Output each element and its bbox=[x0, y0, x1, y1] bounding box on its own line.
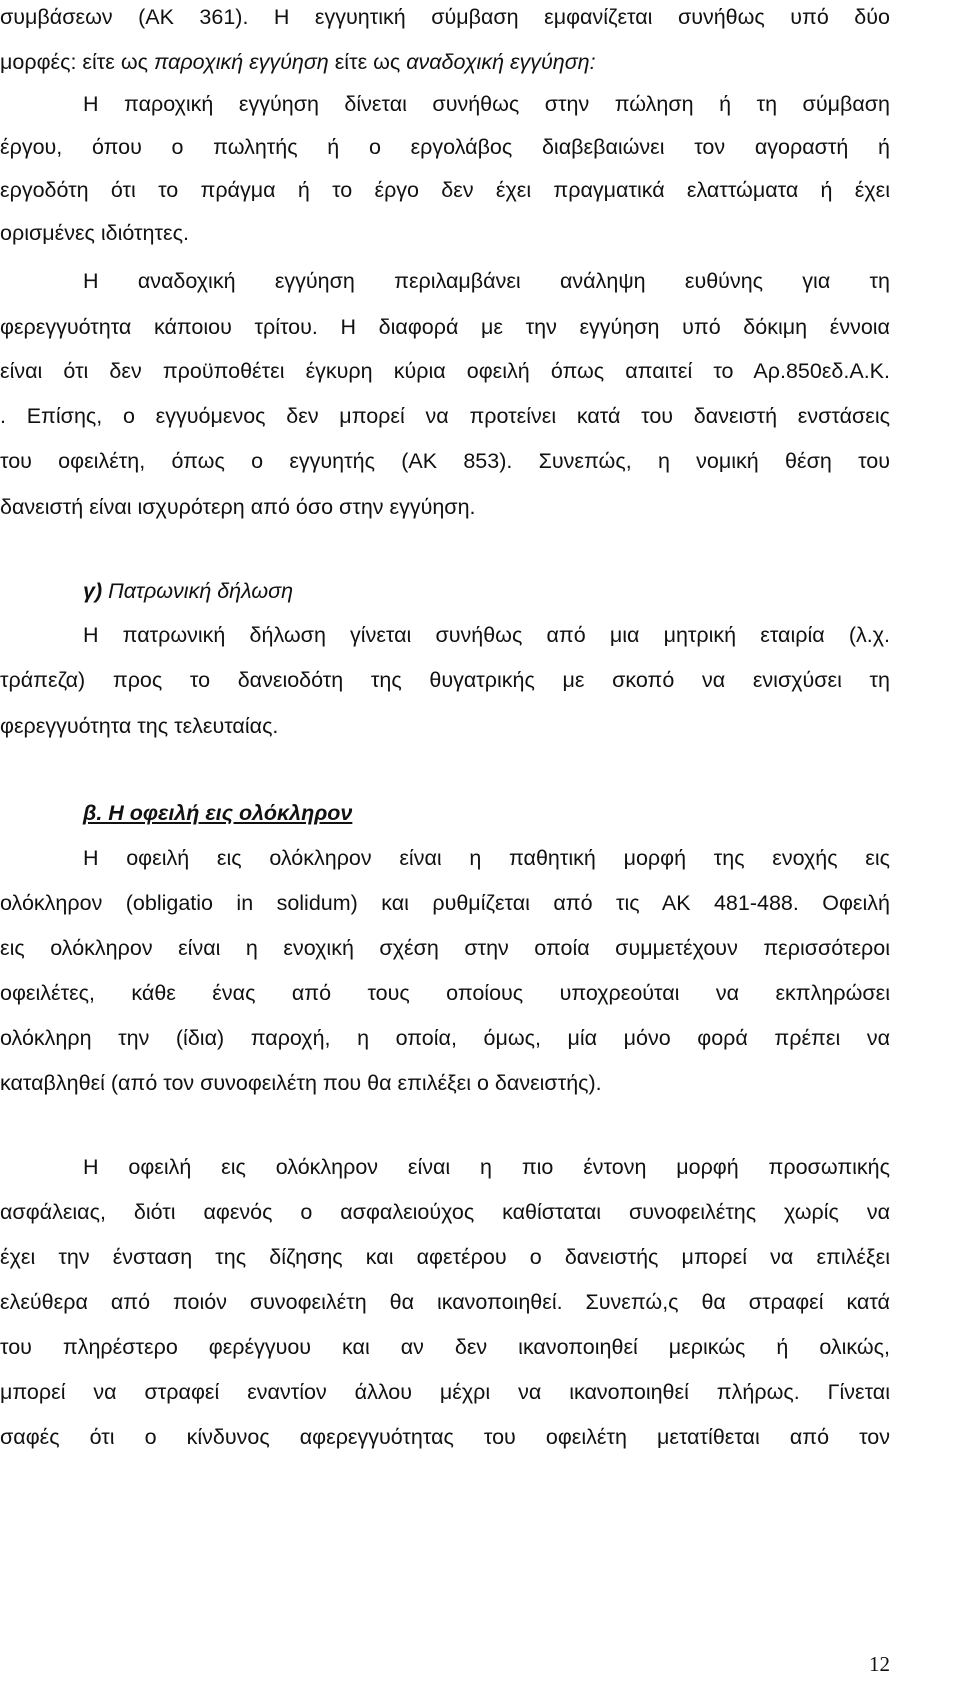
emphasized-text: παροχική εγγύηση bbox=[153, 50, 329, 74]
text-line bbox=[0, 47, 890, 77]
text-segment: Η αναδοχική εγγύηση περιλαμβάνει ανάληψη ευθύνης για τη bbox=[83, 269, 890, 293]
text-line bbox=[0, 1242, 890, 1272]
text-line bbox=[83, 266, 890, 296]
text-segment: ελεύθερα από ποιόν συνοφειλέτη θα ικανοποιηθεί. Συνεπώ,ς θα στραφεί κατά bbox=[0, 1290, 890, 1314]
text-segment: φερεγγυότητα κάποιου τρίτου. Η διαφορά με την εγγύηση υπό δόκιμη έννοια bbox=[0, 315, 890, 339]
text-line bbox=[0, 2, 890, 32]
text-line bbox=[0, 1287, 890, 1317]
text-line bbox=[0, 132, 890, 162]
text-segment: δανειστή είναι ισχυρότερη από όσο στην εγγύηση. bbox=[0, 495, 476, 519]
text-line bbox=[0, 888, 890, 918]
text-segment: είναι ότι δεν προϋποθέτει έγκυρη κύρια οφειλή όπως απαιτεί το Αρ.850εδ.Α.Κ. bbox=[0, 359, 890, 383]
text-segment: συμβάσεων (ΑΚ 361). Η εγγυητική σύμβαση εμφανίζεται συνήθως υπό δύο bbox=[0, 5, 890, 29]
text-line bbox=[83, 1152, 890, 1182]
text-segment: Η οφειλή εις ολόκληρον είναι η παθητική μορφή της ενοχής εις bbox=[83, 846, 890, 870]
text-segment: ορισμένες ιδιότητες. bbox=[0, 221, 189, 245]
text-segment: έργου, όπου ο πωλητής ή ο εργολάβος διαβεβαιώνει τον αγοραστή ή bbox=[0, 135, 890, 159]
text-segment: τράπεζα) προς το δανειοδότη της θυγατρικής με σκοπό να ενισχύσει τη bbox=[0, 668, 890, 692]
text-segment: είτε ως bbox=[328, 50, 407, 74]
text-segment: Η παροχική εγγύηση δίνεται συνήθως στην πώληση ή τη σύμβαση bbox=[83, 92, 890, 116]
text-segment: μορφές: είτε ως bbox=[0, 50, 154, 74]
text-line bbox=[83, 843, 890, 873]
section-heading bbox=[83, 798, 890, 828]
text-segment: εργοδότη ότι το πράγμα ή το έργο δεν έχει πραγματικά ελαττώματα ή έχει bbox=[0, 178, 890, 202]
text-line bbox=[0, 356, 890, 386]
text-line bbox=[0, 1422, 890, 1452]
text-segment: ολόκληρη την (ίδια) παροχή, η οποία, όμως, μία μόνο φορά πρέπει να bbox=[0, 1026, 890, 1050]
text-line bbox=[0, 218, 890, 248]
text-segment: έχει την ένσταση της δίζησης και αφετέρου ο δανειστής μπορεί να επιλέξει bbox=[0, 1245, 890, 1269]
page-number: 12 bbox=[869, 1652, 890, 1676]
text-line bbox=[0, 1377, 890, 1407]
text-segment: εις ολόκληρον είναι η ενοχική σχέση στην οποία συμμετέχουν περισσότεροι bbox=[0, 936, 890, 960]
text-line bbox=[0, 492, 890, 522]
text-line bbox=[0, 312, 890, 342]
text-segment: του πληρέστερο φερέγγυου και αν δεν ικανοποιηθεί μερικώς ή ολικώς, bbox=[0, 1335, 890, 1359]
text-line bbox=[0, 711, 890, 741]
text-line bbox=[83, 620, 890, 650]
text-line bbox=[0, 1068, 890, 1098]
emphasized-text: Πατρωνική δήλωση bbox=[108, 579, 294, 603]
text-segment: ολόκληρον (obligatio in solidum) και ρυθμίζεται από τις ΑΚ 481-488. Οφειλή bbox=[0, 891, 890, 915]
text-line bbox=[0, 1023, 890, 1053]
text-segment: καταβληθεί (από τον συνοφειλέτη που θα επιλέξει ο δανειστής). bbox=[0, 1071, 602, 1095]
text-segment: του οφειλέτη, όπως ο εγγυητής (ΑΚ 853). Συνεπώς, η νομική θέση του bbox=[0, 449, 890, 473]
text-line bbox=[0, 1332, 890, 1362]
text-segment: Η οφειλή εις ολόκληρον είναι η πιο έντονη μορφή προσωπικής bbox=[83, 1155, 890, 1179]
text-line bbox=[0, 933, 890, 963]
text-segment: οφειλέτες, κάθε ένας από τους οποίους υποχρεούται να εκπληρώσει bbox=[0, 981, 890, 1005]
text-segment: Η πατρωνική δήλωση γίνεται συνήθως από μια μητρική εταιρία (λ.χ. bbox=[83, 623, 890, 647]
text-segment: ασφάλειας, διότι αφενός ο ασφαλειούχος καθίσταται συνοφειλέτης χωρίς να bbox=[0, 1200, 890, 1224]
text-line bbox=[0, 665, 890, 695]
emphasized-text: γ) bbox=[83, 579, 103, 603]
text-line bbox=[0, 1197, 890, 1227]
text-segment: φερεγγυότητα της τελευταίας. bbox=[0, 714, 279, 738]
emphasized-text: αναδοχική εγγύηση: bbox=[406, 50, 596, 74]
text-line bbox=[0, 446, 890, 476]
text-line bbox=[0, 175, 890, 205]
text-segment: μπορεί να στραφεί εναντίον άλλου μέχρι να ικανοποιηθεί πλήρως. Γίνεται bbox=[0, 1380, 890, 1404]
text-segment: . Επίσης, ο εγγυόμενος δεν μπορεί να προτείνει κατά του δανειστή ενστάσεις bbox=[0, 404, 890, 428]
emphasized-text: β. Η οφειλή εις ολόκληρον bbox=[83, 801, 353, 825]
text-line bbox=[83, 89, 890, 119]
text-line bbox=[0, 401, 890, 431]
text-segment: σαφές ότι ο κίνδυνος αφερεγγυότητας του οφειλέτη μετατίθεται από τον bbox=[0, 1425, 890, 1449]
text-line bbox=[0, 978, 890, 1008]
section-heading bbox=[83, 576, 890, 606]
